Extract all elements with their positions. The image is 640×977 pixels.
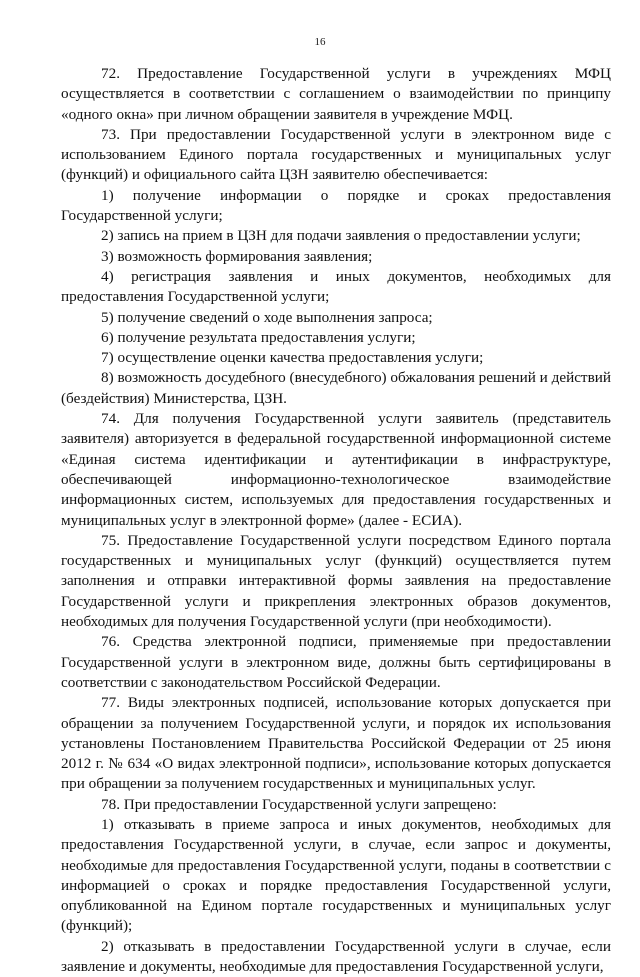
list-item-73-3: 3) возможность формирования заявления;: [101, 247, 373, 265]
paragraph-78: 78. При предоставлении Государственной услуги запрещено:: [101, 795, 497, 813]
paragraph-76: 76. Средства электронной подписи, применяемые при предоставлении Государственной услуги в электронном виде, должны быть сертифицированы в соответствии с законодательством Российской Федерации.: [61, 633, 611, 691]
list-item-73-5: 5) получение сведений о ходе выполнения запроса;: [101, 308, 433, 326]
paragraph-74: 74. Для получения Государственной услуги заявитель (представитель заявителя) авторизуется в федеральной государственной информационной системе «Единая система идентификации и аутентификации в инфраструктуре, обеспечивающей информационно-технологическое взаимодействие информационных систем, используемых для предоставления государственных и муниципальных услуг в электронной форме» (далее - ЕСИА).: [61, 410, 611, 529]
paragraph-77: 77. Виды электронных подписей, использование которых допускается при обращении за получением Государственной услуги, и порядок их использования установлены Постановлением Правительства Российской Федерации от 25 июня 2012 г. № 634 «О видах электронной подписи», использование которых допускается при обращении за получением государственных и муниципальных услуг.: [61, 694, 611, 793]
paragraph-72: 72. Предоставление Государственной услуги в учреждениях МФЦ осуществляется в соответствии с соглашением о взаимодействии по принципу «одного окна» при личном обращении заявителя в учреждение МФЦ.: [61, 65, 611, 123]
list-item-78-2: 2) отказывать в предоставлении Государственной услуги в случае, если заявление и документы, необходимые для предоставления Государственной услуги,: [61, 937, 611, 976]
list-item-73-7: 7) осуществление оценки качества предоставления услуги;: [101, 349, 484, 367]
list-item-73-2: 2) запись на прием в ЦЗН для подачи заявления о предоставлении услуги;: [101, 227, 581, 245]
list-item-73-1: 1) получение информации о порядке и сроках предоставления Государственной услуги;: [61, 186, 611, 225]
page-number: 16: [314, 36, 326, 48]
paragraph-73: 73. При предоставлении Государственной услуги в электронном виде с использованием Единого портала государственных и муниципальных услуг (функций) и официального сайта ЦЗН заявителю обеспечивается:: [61, 125, 611, 184]
document-body: [61, 64, 611, 977]
list-item-78-1: 1) отказывать в приеме запроса и иных документов, необходимых для предоставления Государственной услуги, в случае, если запрос и документы, необходимые для предоставления Государственной услуги, поданы в соответствии с информацией о сроках и порядке предоставления Государственной услуги, опубликованной на Едином портале государственных и муниципальных услуг (функций);: [61, 815, 611, 935]
list-item-73-8: 8) возможность досудебного (внесудебного) обжалования решений и действий (бездействия) Министерства, ЦЗН.: [61, 369, 611, 407]
list-item-73-4: 4) регистрация заявления и иных документов, необходимых для предоставления Государственной услуги;: [61, 267, 611, 306]
paragraph-75: 75. Предоставление Государственной услуги посредством Единого портала государственных и муниципальных услуг (функций) осуществляется путем заполнения и отправки интерактивной формы заявления на предоставление Государственной услуги и прикрепления электронных образов документов, необходимых для получения Государственной услуги (при необходимости).: [61, 531, 611, 631]
list-item-73-6: 6) получение результата предоставления услуги;: [101, 328, 416, 346]
